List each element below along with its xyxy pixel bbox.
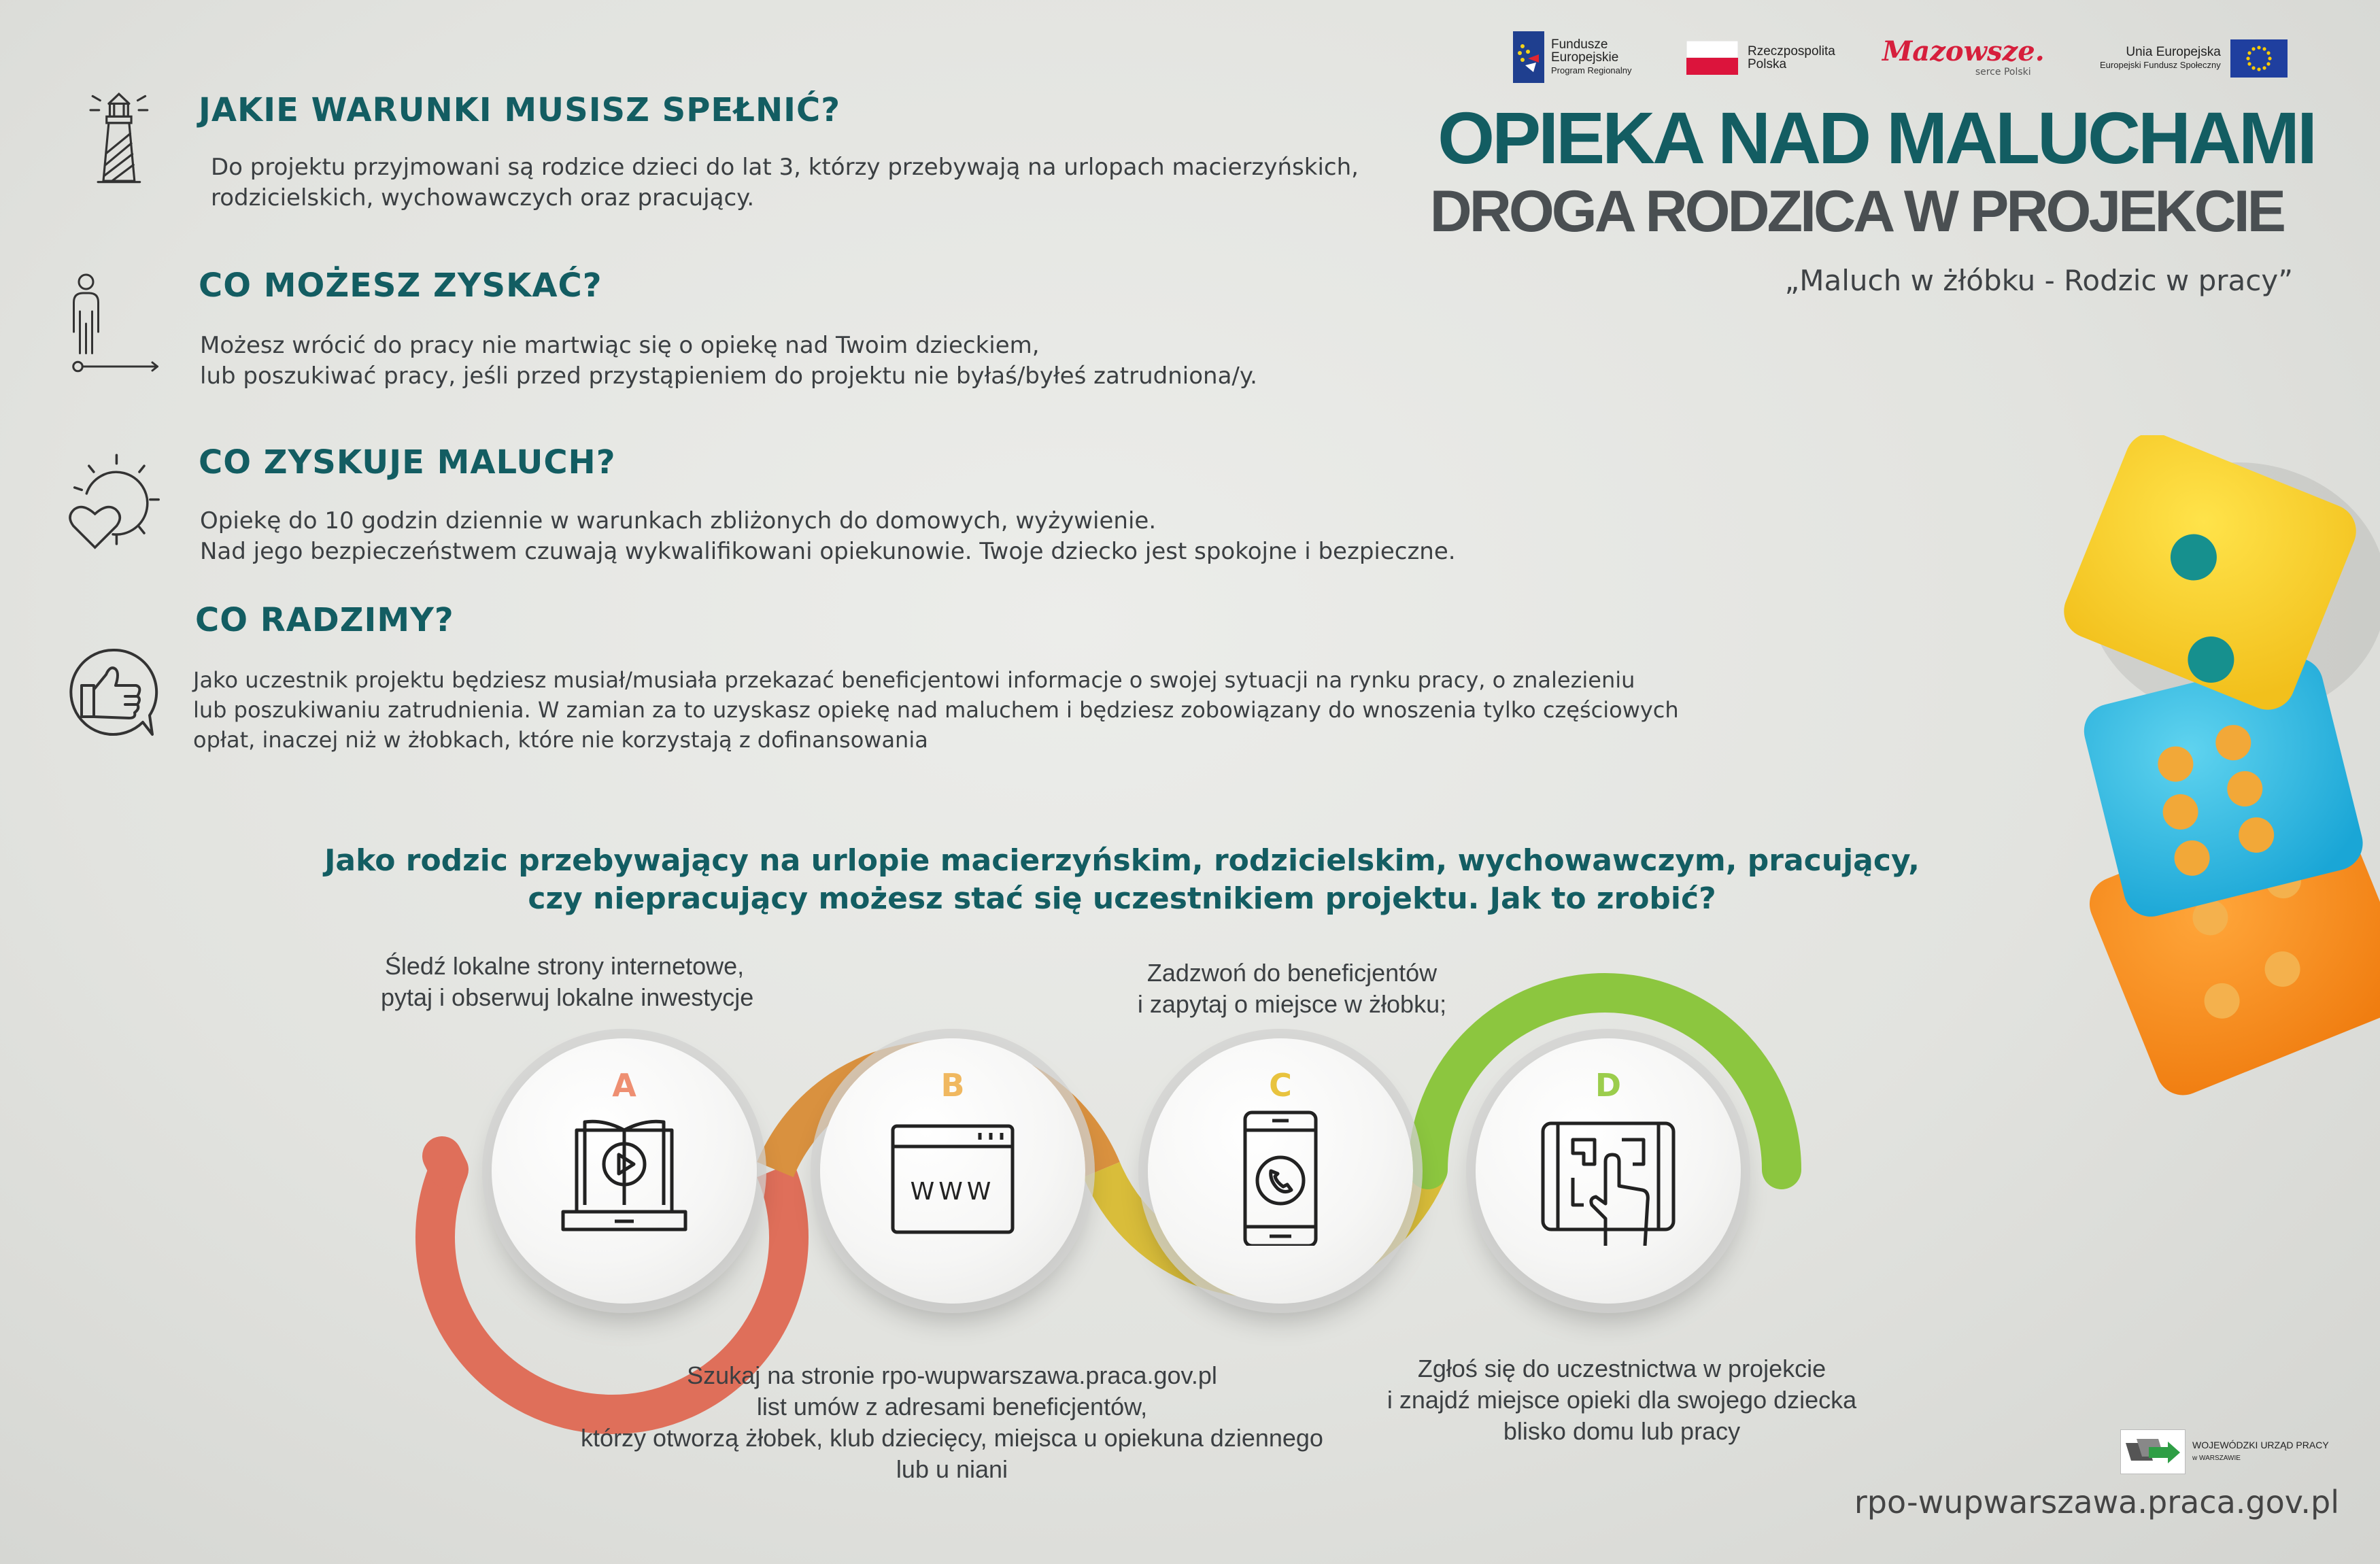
fundusze-line1: Fundusze [1551,37,1608,52]
arc-red-tail [442,1156,449,1170]
step-letter-d: D [1595,1067,1622,1104]
section-text-line: Opiekę do 10 godzin dziennie w warunkach zbliżonych do domowych, wyżywienie. [200,507,1157,534]
step-text-line: i znajdź miejsce opieki dla swojego dziecka [1387,1386,1857,1414]
step-d-text [1360,1353,1884,1447]
project-tagline: „Maluch w żłóbku - Rodzic w pracy” [1784,264,2293,297]
step-letter-c: C [1269,1067,1292,1104]
section-title-warunki: JAKIE WARUNKI MUSISZ SPEŁNIĆ? [199,91,841,129]
page-title: OPIEKA NAD MALUCHAMI [1438,97,2315,179]
step-a-text [381,951,754,1013]
process-headline-line1: Jako rodzic przebywający na urlopie macierzyńskim, rodzicielskim, wychowawczym, pracujący, [324,843,1920,878]
wup-logo-icon [2120,1429,2186,1474]
section-title-radzimy: CO RADZIMY? [195,601,454,639]
polska-line1: Rzeczpospolita [1748,44,1835,58]
step-b-text [544,1360,1360,1485]
fundusze-line2: Europejskie [1551,50,1619,65]
ue-line1: Unia Europejska [2126,45,2221,59]
section-title-zyskac: CO MOŻESZ ZYSKAĆ? [199,267,602,305]
step-b-circle [820,1038,1085,1304]
step-text-line: Zadzwoń do beneficjentów [1146,959,1438,987]
step-a-circle [492,1038,757,1304]
step-c-circle [1148,1038,1413,1304]
wup-line1: WOJEWÓDZKI URZĄD PRACY [2192,1440,2329,1450]
logo-wup-warszawa [2120,1429,2329,1474]
step-text-line: lub u niani [896,1455,1008,1483]
laptop-book-play-icon [556,1110,692,1246]
step-c-text [1108,957,1476,1020]
www-label: WWW [910,1178,996,1206]
step-text-line: Zgłoś się do uczestnictwa w projekcie [1417,1355,1826,1382]
step-text-line: Szukaj na stronie rpo-wupwarszawa.praca.gov.pl [687,1361,1217,1389]
browser-www-icon [885,1110,1021,1246]
step-letter-a: A [612,1067,636,1104]
section-text-line: lub poszukiwać pracy, jeśli przed przystąpieniem do projektu nie byłaś/byłeś zatrudniona/y. [200,362,1257,390]
step-text-line: pytaj i obserwuj lokalne inwestycje [381,983,754,1011]
polska-line2: Polska [1748,57,1787,71]
step-text-line: list umów z adresami beneficjentów, [756,1393,1148,1421]
process-headline-line2: czy niepracujący możesz stać się uczestnikiem projektu. Jak to zrobić? [528,881,1716,916]
ue-line2: Europejski Fundusz Społeczny [2100,60,2221,70]
mazowsze-tagline: serce Polski [1975,67,2031,78]
step-text-line: i zapytaj o miejsce w żłobku; [1137,990,1447,1018]
step-text-line: którzy otworzą żłobek, klub dziecięcy, miejsca u opiekuna dziennego [581,1424,1323,1452]
section-text-line: rodzicielskich, wychowawczych oraz pracujący. [211,184,755,211]
section-text-line: opłat, inaczej niż w żłobkach, które nie korzystają z dofinansowania [193,727,928,753]
phone-call-icon [1212,1110,1348,1246]
section-text-line: Do projektu przyjmowani są rodzice dzieci do lat 3, którzy przebywają na urlopach macierzyńskich, [211,154,1359,181]
wup-line2: w WARSZAWIE [2192,1455,2241,1462]
step-text-line: Śledź lokalne strony internetowe, [384,952,745,980]
page-subtitle: DROGA RODZICA W PROJEKCIE [1429,179,2283,244]
section-title-maluch: CO ZYSKUJE MALUCH? [199,443,616,481]
section-text-line: Możesz wrócić do pracy nie martwiąc się o opiekę nad Twoim dzieckiem, [200,332,1040,359]
fundusze-line3: Program Regionalny [1551,65,1632,75]
section-text-line: lub poszukiwaniu zatrudnienia. W zamian za to uzyskasz opiekę nad maluchem i będziesz zobowiązany do wnoszenia tylko częściowych [193,697,1679,723]
step-text-line: blisko domu lub pracy [1503,1417,1741,1445]
mazowsze-name: Mazowsze. [1882,35,2045,67]
footer-url-link[interactable]: rpo-wupwarszawa.praca.gov.pl [1854,1484,2339,1520]
touch-screen-icon [1540,1110,1676,1246]
step-letter-b: B [940,1067,965,1104]
step-d-circle [1476,1038,1741,1304]
section-text-line: Jako uczestnik projektu będziesz musiał/musiała przekazać beneficjentowi informacje o swojej sytuacji na rynku pracy, o znalezieniu [193,667,1635,693]
section-text-line: Nad jego bezpieczeństwem czuwają wykwalifikowani opiekunowie. Twoje dziecko jest spokojne i bezpieczne. [200,538,1456,565]
